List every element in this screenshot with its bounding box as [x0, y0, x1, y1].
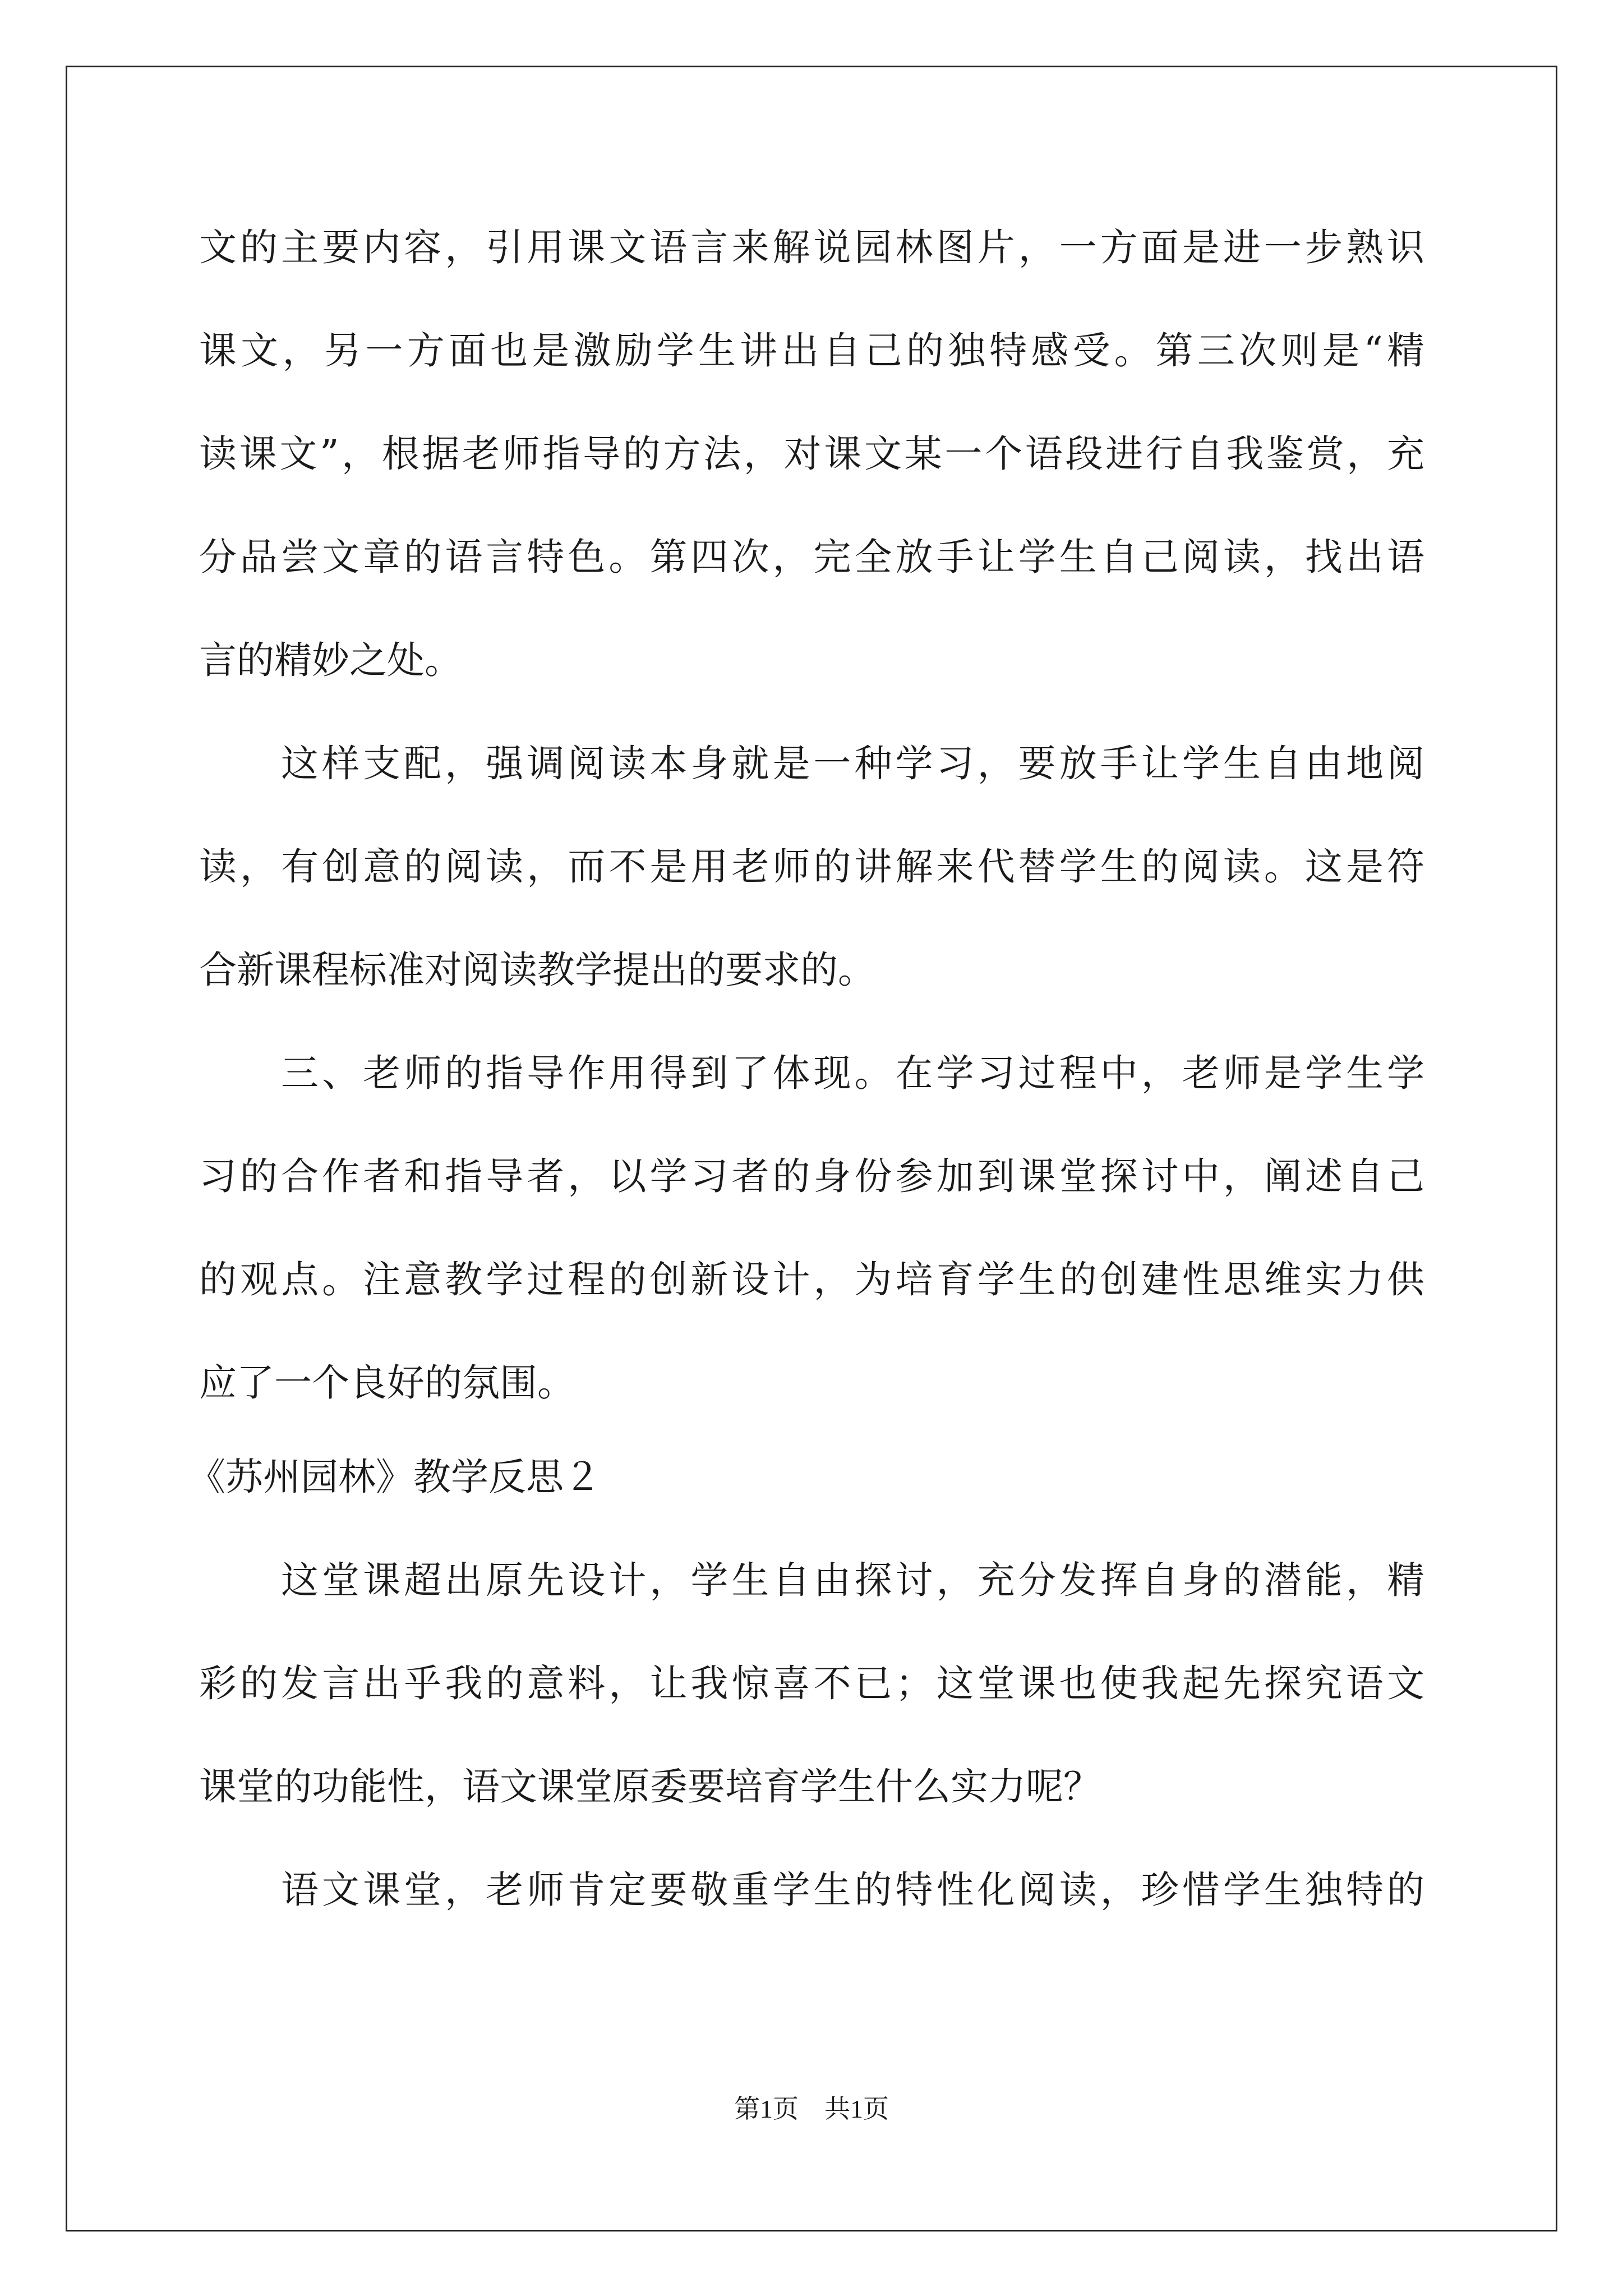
paragraph-line: 这样支配，强调阅读本身就是一种学习，要放手让学生自由地阅 [281, 742, 1424, 785]
paragraph-line: 合新课程标准对阅读教学提出的要求的。 [199, 948, 875, 992]
paragraph-line: 分品尝文章的语言特色。第四次，完全放手让学生自己阅读，找出语 [199, 535, 1424, 579]
paragraph-line: 的观点。注意教学过程的创新设计，为培育学生的创建性思维实力供 [199, 1258, 1424, 1301]
paragraph-line: 读课文”，根据老师指导的方法，对课文某一个语段进行自我鉴赏，充 [199, 432, 1424, 476]
paragraph-line: 课文，另一方面也是激励学生讲出自己的独特感受。第三次则是“精 [199, 329, 1424, 372]
paragraph-line: 这堂课超出原先设计，学生自由探讨，充分发挥自身的潜能，精 [281, 1558, 1424, 1602]
paragraph-line: 言的精妙之处。 [199, 638, 462, 682]
paragraph-line: 彩的发言出乎我的意料，让我惊喜不已；这堂课也使我起先探究语文 [199, 1662, 1424, 1705]
paragraph-line: 读，有创意的阅读，而不是用老师的讲解来代替学生的阅读。这是符 [199, 845, 1424, 889]
paragraph-line: 习的合作者和指导者，以学习者的身份参加到课堂探讨中，阐述自己 [199, 1154, 1424, 1198]
paragraph-line: 课堂的功能性，语文课堂原委要培育学生什么实力呢？ [199, 1765, 1101, 1809]
section-heading: 《苏州园林》教学反思２ [188, 1455, 601, 1499]
paragraph-line: 语文课堂，老师肯定要敬重学生的特性化阅读，珍惜学生独特的 [281, 1868, 1424, 1912]
paragraph-line: 应了一个良好的氛围。 [199, 1361, 575, 1405]
page-footer: 第1页 共1页 [734, 2095, 889, 2123]
paragraph-line: 文的主要内容，引用课文语言来解说园林图片，一方面是进一步熟识 [199, 226, 1424, 269]
paragraph-line: 三、老师的指导作用得到了体现。在学习过程中，老师是学生学 [281, 1051, 1424, 1095]
